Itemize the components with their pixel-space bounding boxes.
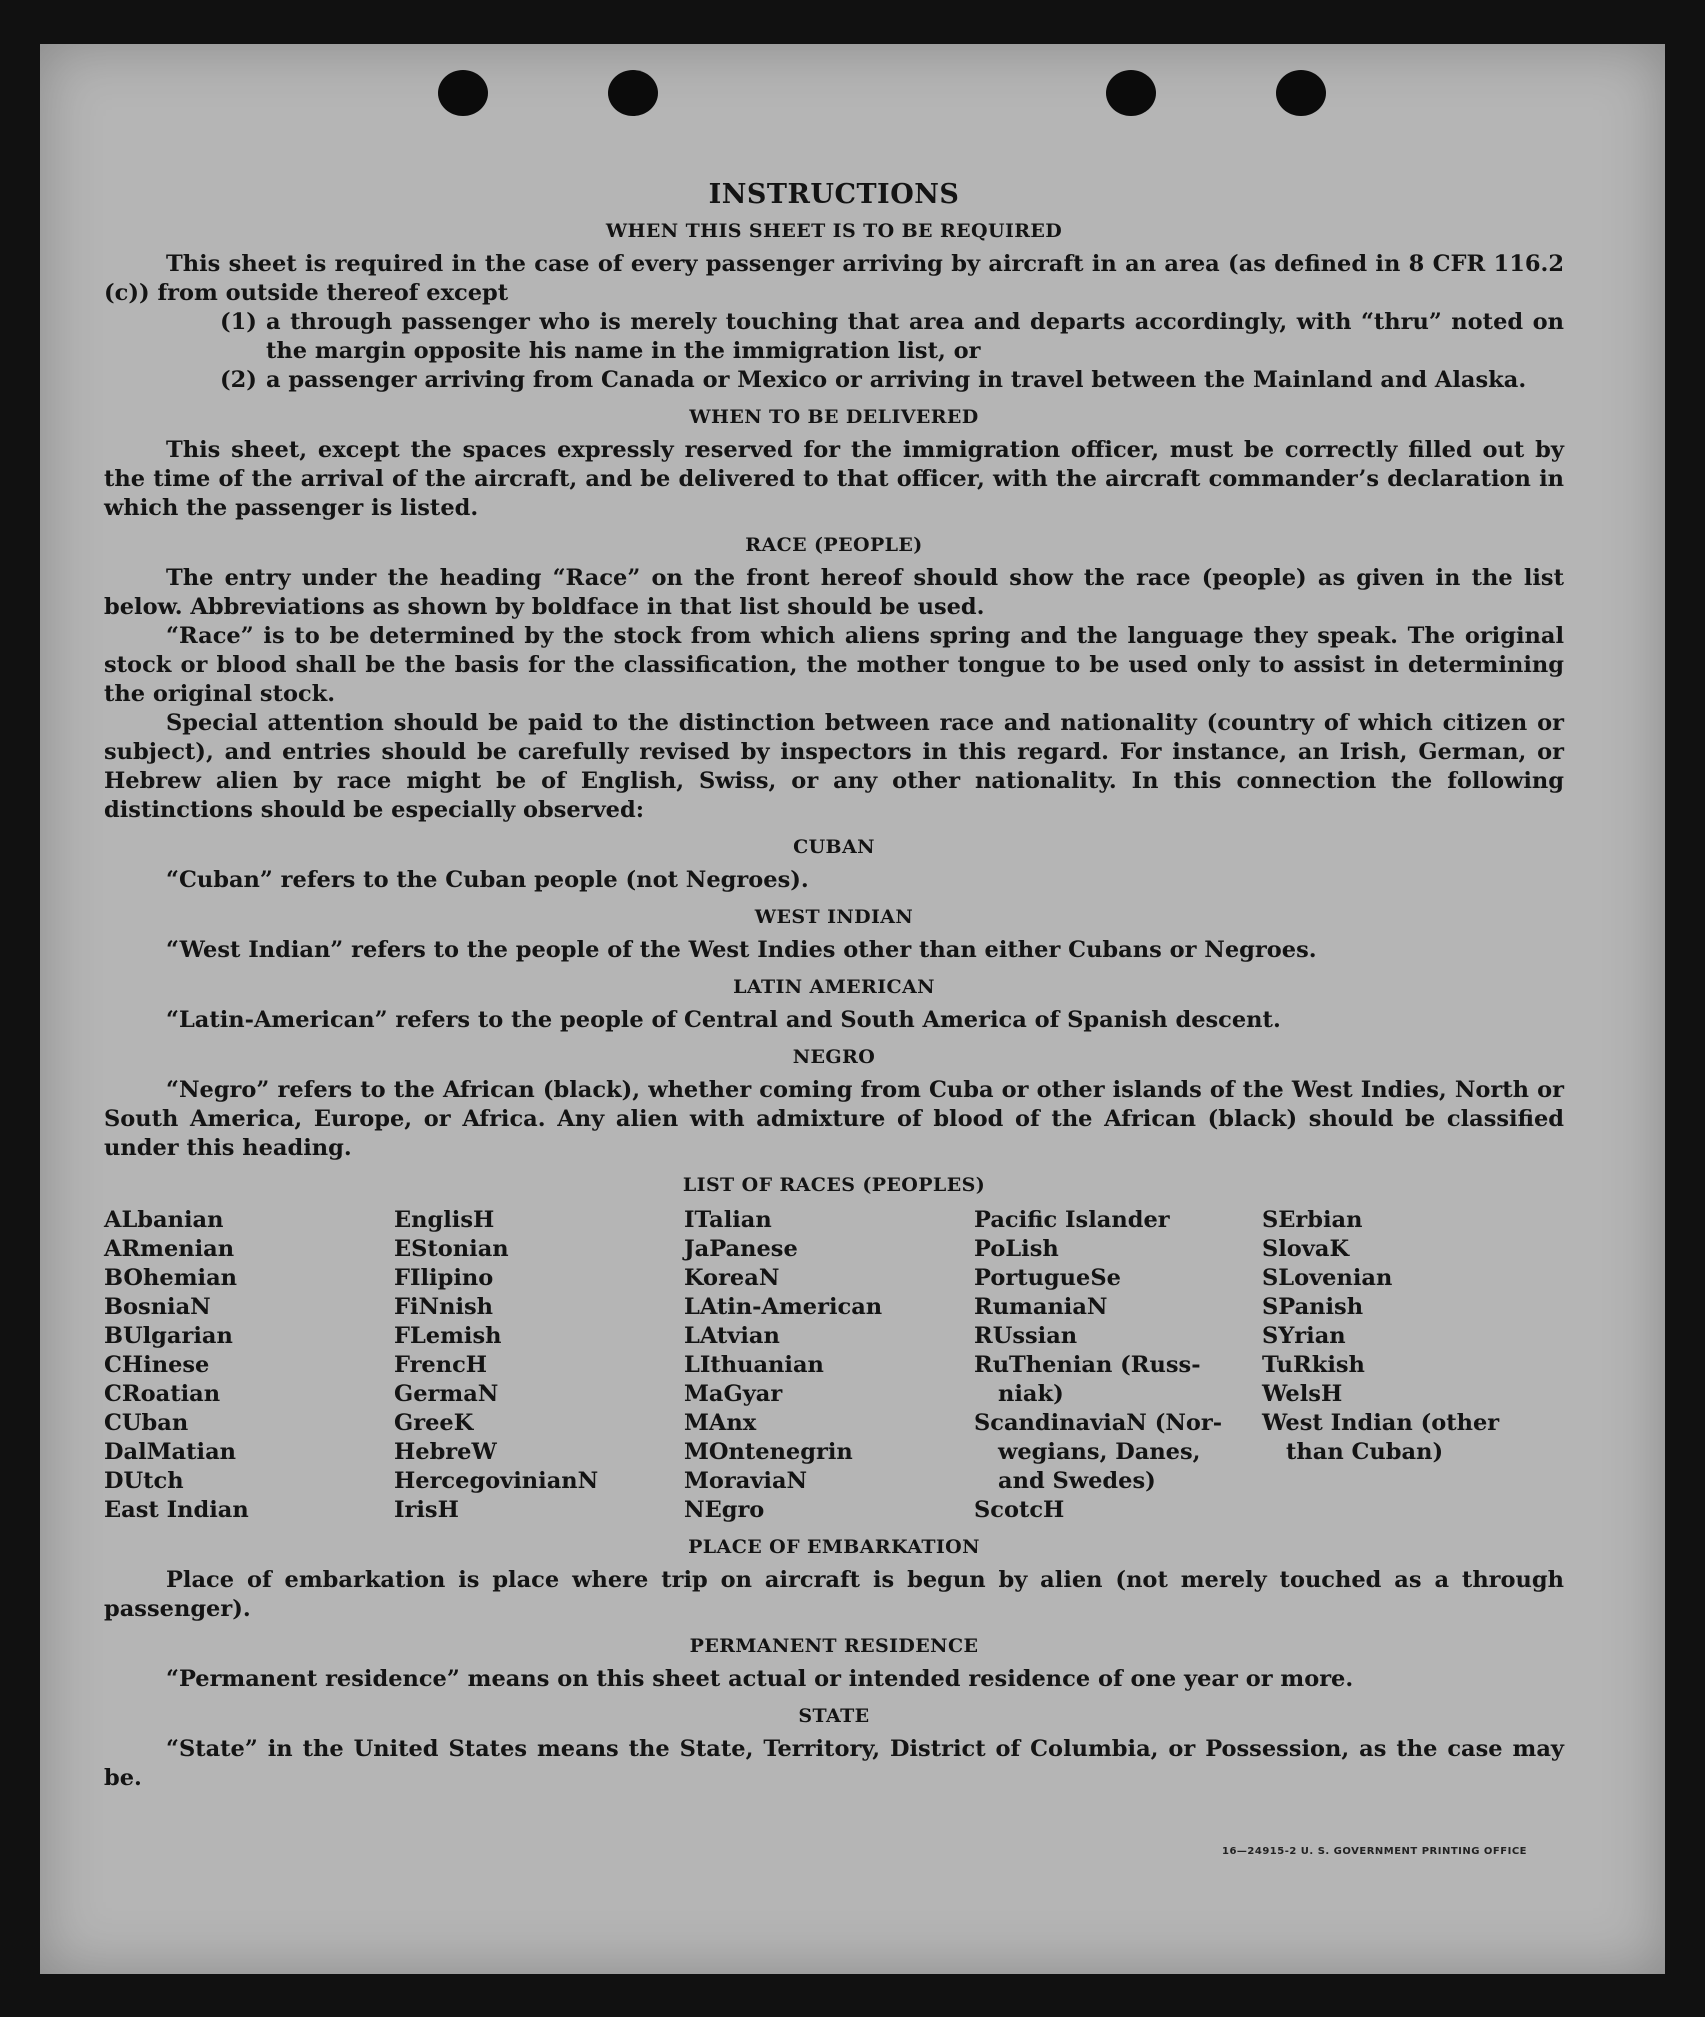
section-heading-race: RACE (PEOPLE) bbox=[745, 534, 923, 556]
race-entry: GermaN bbox=[394, 1381, 499, 1407]
section-heading-list-of-races: LIST OF RACES (PEOPLES) bbox=[682, 1174, 986, 1196]
race-entry: LAtvian bbox=[684, 1323, 780, 1349]
section-heading-west-indian: WEST INDIAN bbox=[754, 906, 914, 928]
race-entry: BUlgarian bbox=[104, 1323, 233, 1349]
exception-item bbox=[220, 366, 1564, 395]
race-entry: IrisH bbox=[394, 1497, 459, 1523]
punch-hole-icon bbox=[438, 70, 488, 116]
race-entry: HercegovinianN bbox=[394, 1468, 599, 1494]
punch-hole-icon bbox=[1276, 70, 1326, 116]
race-entry: DalMatian bbox=[104, 1439, 237, 1465]
race-entry: HebreW bbox=[394, 1439, 497, 1465]
race-entry: West Indian (other bbox=[1262, 1410, 1500, 1436]
race-entry: FiNnish bbox=[394, 1294, 494, 1320]
when-required-intro: This sheet is required in the case of every passenger arriving by aircraft in an area (as defined in 8 CFR 116.2 (c)) from outside thereof except bbox=[104, 251, 1564, 306]
race-list bbox=[104, 1206, 1564, 1525]
race-column bbox=[104, 1206, 394, 1525]
section-heading-cuban: CUBAN bbox=[793, 836, 875, 858]
race-entry: CUban bbox=[104, 1410, 189, 1436]
race-entry: and Swedes) bbox=[998, 1468, 1156, 1494]
exception-text: a passenger arriving from Canada or Mexico or arriving in travel between the Mainland and Alaska. bbox=[266, 367, 1527, 393]
race-entry: CHinese bbox=[104, 1352, 210, 1378]
race-entry: PortugueSe bbox=[974, 1265, 1121, 1291]
section-heading-when-required: WHEN THIS SHEET IS TO BE REQUIRED bbox=[605, 220, 1063, 242]
race-entry: RuThenian (Russ- bbox=[974, 1352, 1201, 1378]
residence-text: “Permanent residence” means on this sheet actual or intended residence of one year or more. bbox=[166, 1666, 1354, 1692]
instructions-body bbox=[104, 136, 1564, 1793]
when-delivered-text: This sheet, except the spaces expressly reserved for the immigration officer, must be correctly filled out by the time of the arrival of the aircraft, and be delivered to that officer, with the aircraft commander’s declaration in which the passenger is listed. bbox=[104, 437, 1564, 521]
section-heading-latin-american: LATIN AMERICAN bbox=[733, 976, 935, 998]
race-entry: BosniaN bbox=[104, 1294, 211, 1320]
race-entry: ARmenian bbox=[104, 1236, 235, 1262]
race-entry: SYrian bbox=[1262, 1323, 1346, 1349]
race-entry: BOhemian bbox=[104, 1265, 238, 1291]
section-heading-state: STATE bbox=[798, 1705, 870, 1727]
race-paragraph-2: “Race” is to be determined by the stock from which aliens spring and the language they speak. The original stock or blood shall be the basis for the classification, the mother tongue to be used only to assist in determining the original stock. bbox=[104, 623, 1564, 707]
race-entry: FIlipino bbox=[394, 1265, 494, 1291]
race-entry: PoLish bbox=[974, 1236, 1059, 1262]
punch-hole-icon bbox=[608, 70, 658, 116]
race-entry: Pacific Islander bbox=[974, 1207, 1170, 1233]
race-column bbox=[394, 1206, 684, 1525]
race-entry: RUssian bbox=[974, 1323, 1078, 1349]
race-entry: niak) bbox=[998, 1381, 1064, 1407]
race-entry: WelsH bbox=[1262, 1381, 1343, 1407]
state-text: “State” in the United States means the State, Territory, District of Columbia, or Possession, as the case may be. bbox=[104, 1736, 1564, 1791]
race-entry: SErbian bbox=[1262, 1207, 1363, 1233]
section-heading-when-delivered: WHEN TO BE DELIVERED bbox=[689, 406, 979, 428]
punch-hole-icon bbox=[1106, 70, 1156, 116]
section-heading-negro: NEGRO bbox=[792, 1046, 876, 1068]
race-entry: than Cuban) bbox=[1286, 1439, 1444, 1465]
exception-item bbox=[220, 308, 1564, 366]
race-entry: MaGyar bbox=[684, 1381, 783, 1407]
race-entry: EnglisH bbox=[394, 1207, 495, 1233]
race-entry: East Indian bbox=[104, 1497, 249, 1523]
race-entry: GreeK bbox=[394, 1410, 474, 1436]
race-entry: wegians, Danes, bbox=[998, 1439, 1201, 1465]
latin-american-text: “Latin-American” refers to the people of Central and South America of Spanish descent. bbox=[166, 1007, 1281, 1033]
race-entry: LAtin-American bbox=[684, 1294, 883, 1320]
race-entry: JaPanese bbox=[684, 1236, 798, 1262]
race-entry: MOntenegrin bbox=[684, 1439, 853, 1465]
race-entry: FrencH bbox=[394, 1352, 488, 1378]
race-column bbox=[684, 1206, 974, 1525]
west-indian-text: “West Indian” refers to the people of the West Indies other than either Cubans or Negroes. bbox=[166, 937, 1317, 963]
cuban-text: “Cuban” refers to the Cuban people (not Negroes). bbox=[166, 867, 809, 893]
race-entry: SLovenian bbox=[1262, 1265, 1393, 1291]
race-paragraph-1: The entry under the heading “Race” on the front hereof should show the race (people) as given in the list below. Abbreviations as shown by boldface in that list should be used. bbox=[104, 565, 1564, 620]
section-heading-embarkation: PLACE OF EMBARKATION bbox=[688, 1536, 980, 1558]
negro-text: “Negro” refers to the African (black), whether coming from Cuba or other islands of the West Indies, North or South America, Europe, or Africa. Any alien with admixture of blood of the African (black) should be classified under this heading. bbox=[104, 1077, 1564, 1161]
race-entry: KoreaN bbox=[684, 1265, 780, 1291]
embarkation-text: Place of embarkation is place where trip on aircraft is begun by alien (not merely touched as a through passenger). bbox=[104, 1567, 1564, 1622]
race-entry: SlovaK bbox=[1262, 1236, 1350, 1262]
page-title: INSTRUCTIONS bbox=[708, 179, 960, 210]
race-entry: ScandinaviaN (Nor- bbox=[974, 1410, 1223, 1436]
printer-imprint: 16—24915-2 U. S. GOVERNMENT PRINTING OFFICE bbox=[1222, 1846, 1527, 1857]
exception-text: a through passenger who is merely touching that area and departs accordingly, with “thru” noted on the margin opposite his name in the immigration list, or bbox=[266, 309, 1564, 364]
race-entry: MoraviaN bbox=[684, 1468, 808, 1494]
race-entry: ScotcH bbox=[974, 1497, 1065, 1523]
race-entry: ALbanian bbox=[104, 1207, 224, 1233]
race-column bbox=[974, 1206, 1262, 1525]
race-entry: MAnx bbox=[684, 1410, 757, 1436]
race-entry: SPanish bbox=[1262, 1294, 1364, 1320]
race-entry: TuRkish bbox=[1262, 1352, 1365, 1378]
exception-number: (1) bbox=[220, 309, 257, 335]
race-paragraph-3: Special attention should be paid to the distinction between race and nationality (country of which citizen or subject), and entries should be carefully revised by inspectors in this regard. For instance, an Irish, German, or Hebrew alien by race might be of English, Swiss, or any other nationality. In this connection the following distinctions should be especially observed: bbox=[104, 710, 1564, 823]
race-entry: CRoatian bbox=[104, 1381, 221, 1407]
race-entry: EStonian bbox=[394, 1236, 509, 1262]
race-entry: ITalian bbox=[684, 1207, 772, 1233]
race-entry: RumaniaN bbox=[974, 1294, 1108, 1320]
race-entry: DUtch bbox=[104, 1468, 184, 1494]
section-heading-residence: PERMANENT RESIDENCE bbox=[689, 1635, 979, 1657]
race-entry: LIthuanian bbox=[684, 1352, 824, 1378]
race-column bbox=[1262, 1206, 1562, 1525]
race-entry: NEgro bbox=[684, 1497, 765, 1523]
race-entry: FLemish bbox=[394, 1323, 502, 1349]
exception-number: (2) bbox=[220, 367, 257, 393]
